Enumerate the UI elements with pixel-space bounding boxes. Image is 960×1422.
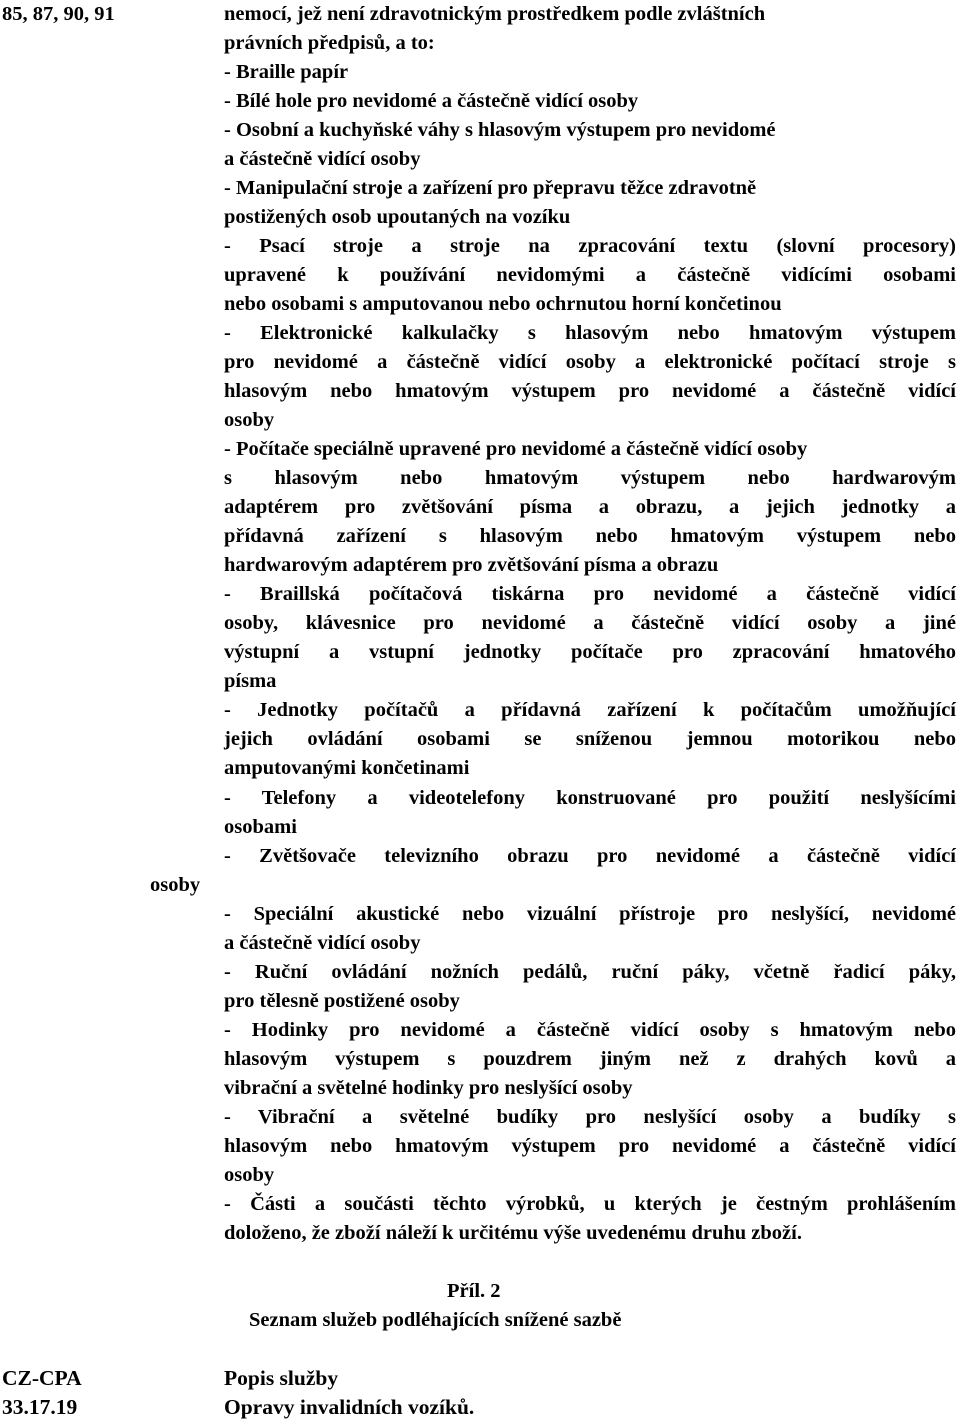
text-line: a částečně vidící osoby [224,148,421,170]
list-item: - Speciální akustické nebo vizuální přístroje pro neslyšící, nevidomé [224,903,956,925]
text-line: postižených osob upoutaných na vozíku [224,206,571,228]
appendix-label: Příl. 2 [447,1280,501,1302]
text-line: jejich ovládání osobami se sníženou jemnou motorikou nebo [224,728,956,750]
list-item: - Jednotky počítačů a přídavná zařízení k počítačům umožňující [224,699,956,721]
text-line: s hlasovým nebo hmatovým výstupem nebo hardwarovým [224,467,956,489]
table-header-code: CZ-CPA [2,1366,82,1390]
list-item: - Zvětšovače televizního obrazu pro nevidomé a částečně vidící [224,845,956,867]
list-item: - Hodinky pro nevidomé a částečně vidící osoby s hmatovým nebo [224,1019,956,1041]
list-item: - Počítače speciálně upravené pro nevidomé a částečně vidící osoby [224,438,808,460]
list-item: - Bílé hole pro nevidomé a částečně vidící osoby [224,90,639,112]
text-line: hlasovým nebo hmatovým výstupem pro nevidomé a částečně vidící [224,1135,956,1157]
text-line: pro tělesně postižené osoby [224,990,460,1012]
text-line: osoby [224,409,275,431]
text-line: osoby, klávesnice pro nevidomé a částečně vidící osoby a jiné [224,612,956,634]
list-item: - Elektronické kalkulačky s hlasovým nebo hmatovým výstupem [224,322,956,344]
list-item: - Psací stroje a stroje na zpracování textu (slovní procesory) [224,235,956,257]
appendix-title: Seznam služeb podléhajících snížené sazbě [249,1309,622,1331]
text-line: amputovanými končetinami [224,757,470,779]
text-line: právních předpisů, a to: [224,32,435,54]
text-line: adaptérem pro zvětšování písma a obrazu, a jejich jednotky a [224,496,956,518]
text-line: vibrační a světelné hodinky pro neslyšící osoby [224,1077,633,1099]
table-header-description: Popis služby [224,1366,339,1390]
list-item: - Vibrační a světelné budíky pro neslyšící osoby a budíky s [224,1106,956,1128]
text-line: osobami [224,816,297,838]
text-line: hardwarovým adaptérem pro zvětšování písma a obrazu [224,554,719,576]
text-line: nemocí, jež není zdravotnickým prostředkem podle zvláštních [224,3,766,25]
text-line: písma [224,670,277,692]
list-item: - Telefony a videotelefony konstruované pro použití neslyšícími [224,787,956,809]
text-line: osoby [224,1164,275,1186]
text-line: doloženo, že zboží náleží k určitému výše uvedenému druhu zboží. [224,1222,802,1244]
text-line: upravené k používání nevidomými a částečně vidícími osobami [224,264,956,286]
text-line: a částečně vidící osoby [224,932,421,954]
text-line: hlasovým nebo hmatovým výstupem pro nevidomé a částečně vidící [224,380,956,402]
text-line: hlasovým výstupem s pouzdrem jiným než z drahých kovů a [224,1048,956,1070]
text-line: přídavná zařízení s hlasovým nebo hmatovým výstupem nebo [224,525,956,547]
list-item: - Osobní a kuchyňské váhy s hlasovým výstupem pro nevidomé [224,119,776,141]
list-item: - Části a součásti těchto výrobků, u kterých je čestným prohlášením [224,1193,956,1215]
table-row-description: Opravy invalidních vozíků. [224,1395,475,1419]
list-item: - Braillská počítačová tiskárna pro nevidomé a částečně vidící [224,583,956,605]
text-line: nebo osobami s amputovanou nebo ochrnutou horní končetinou [224,293,782,315]
list-item: - Ruční ovládání nožních pedálů, ruční páky, včetně řadicí páky, [224,961,956,983]
wrapped-word: osoby [150,874,201,896]
list-item: - Braille papír [224,61,349,83]
text-line: výstupní a vstupní jednotky počítače pro zpracování hmatového [224,641,956,663]
table-row-code: 33.17.19 [2,1395,78,1419]
text-line: pro nevidomé a částečně vidící osoby a elektronické počítací stroje s [224,351,956,373]
cpa-codes: 85, 87, 90, 91 [2,3,115,25]
list-item: - Manipulační stroje a zařízení pro přepravu těžce zdravotně [224,177,757,199]
